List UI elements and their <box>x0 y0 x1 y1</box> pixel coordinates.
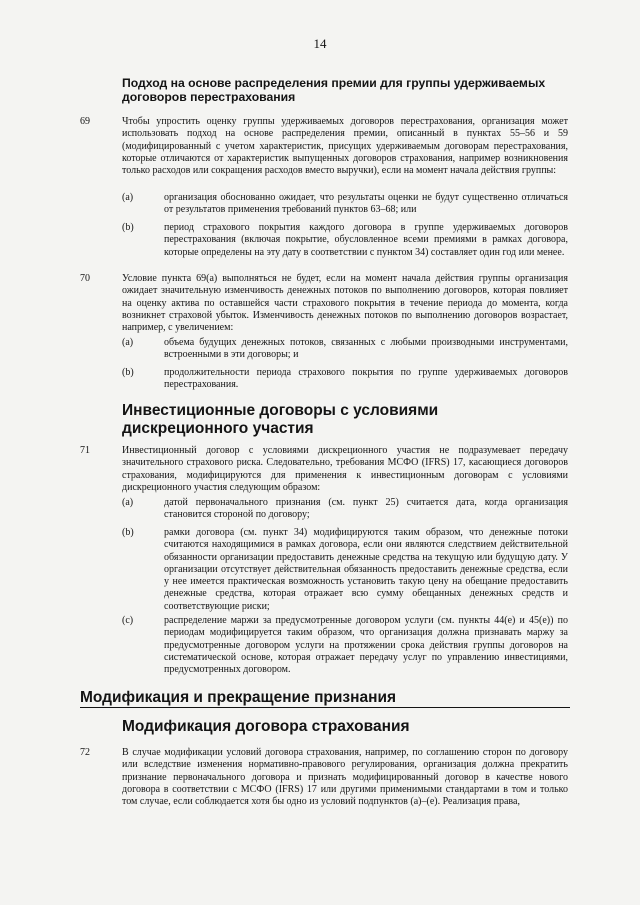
paragraph-72-text: В случае модификации условий договора страхования, например, по соглашению сторон по договору или вследствие изменения нормативно-правового регулирования, организация должна прекратить признание первоначального договора и признать модифицированный договор в качестве нового договора в соответствии с МСФО (IFRS) 17 или другими применимыми стандартами в том и только том случае, если соблюдается хотя бы одно из условий подпунктов (a)–(е). Реализация права, <box>122 747 568 808</box>
list-item-label: (a) <box>122 497 134 508</box>
modification-derecognition-heading: Модификация и прекращение признания <box>80 688 570 708</box>
list-item-label: (c) <box>122 615 134 626</box>
list-item-label: (b) <box>122 527 134 538</box>
paragraph-number-69: 69 <box>80 116 90 127</box>
paragraph-number-71: 71 <box>80 445 90 456</box>
contract-modification-heading: Модификация договора страхования <box>122 718 410 735</box>
list-item-label: (b) <box>122 222 134 233</box>
list-item-label: (a) <box>122 192 134 203</box>
list-item-label: (b) <box>122 367 134 378</box>
premium-allocation-heading: Подход на основе распределения премии для группы удерживаемых договоров перестрахования <box>122 76 546 104</box>
paragraph-number-70: 70 <box>80 273 90 284</box>
page-number: 14 <box>313 36 327 51</box>
list-item: датой первоначального признания (см. пункт 25) считается дата, когда организация становится стороной по договору; <box>164 497 568 521</box>
investment-contracts-heading: Инвестиционные договоры с условиями дискреционного участия <box>122 402 439 437</box>
paragraph-70-text: Условие пункта 69(а) выполняться не будет, если на момент начала действия группы организация ожидает значительную изменчивость денежных потоков по выполнению договоров, которая повлияет на оценку актива по оставшейся части страхового покрытия в течение периода до момента, когда возникнет страховой убыток. Изменчивость денежных потоков по выполнению договоров возрастает, например, с увеличением: <box>122 273 568 334</box>
list-item: организация обоснованно ожидает, что результаты оценки не будут существенно отличаться от результатов применения требований пунктов 63–68; или <box>164 192 568 216</box>
list-item: продолжительности периода страхового покрытия по группе удерживаемых договоров перестрахования. <box>164 367 568 391</box>
list-item: объема будущих денежных потоков, связанных с любыми производными инструментами, встроенными в эти договоры; и <box>164 337 568 361</box>
paragraph-71-text: Инвестиционный договор с условиями дискреционного участия не подразумевает передачу значительного страхового риска. Следовательно, требования МСФО (IFRS) 17, касающиеся договоров страхования, модифицируются для применения к инвестиционным договорам с условиями дискреционного участия следующим образом: <box>122 445 568 493</box>
paragraph-69-text: Чтобы упростить оценку группы удерживаемых договоров перестрахования, организация может использовать подход на основе распределения премии, описанный в пунктах 55–56 и 59 (модифицированный с учетом характеристик, присущих удерживаемым договорам перестрахования, которые отличаются от характеристик выпущенных договоров страхования, например возникновения только расходов или сокращения расходов вместо выручки), если на момент начала действия группы: <box>122 116 568 177</box>
list-item-label: (a) <box>122 337 134 348</box>
list-item: распределение маржи за предусмотренные договором услуги (см. пункты 44(е) и 45(е)) по периодам модифицируется таким образом, что организация должна признавать маржу за предусмотренные договором услуги на протяжении срока действия группы договоров на систематической основе, которая отражает передачу услуг по управлению инвестициями, предусмотренных договором. <box>164 615 568 676</box>
list-item: период страхового покрытия каждого договора в группе удерживаемых договоров перестрахования (включая покрытие, обусловленное всеми премиями в рамках договора, которые определены на эту дату в соответствии с пунктом 34) составляет один год или менее. <box>164 222 568 258</box>
paragraph-number-72: 72 <box>80 747 90 758</box>
list-item: рамки договора (см. пункт 34) модифицируются таким образом, что денежные потоки считаются находящимися в рамках договора, если они являются следствием действительной обязанности организации предоставить денежные средства на текущую или будущую дату. У организации отсутствует действительная обязанность предоставить денежные средства, если у нее имеется практическая возможность установить такую цену на обещание предоставить денежные средства, которая отражает всю сумму обещанных денежных средств и соответствующие риски; <box>164 527 568 612</box>
